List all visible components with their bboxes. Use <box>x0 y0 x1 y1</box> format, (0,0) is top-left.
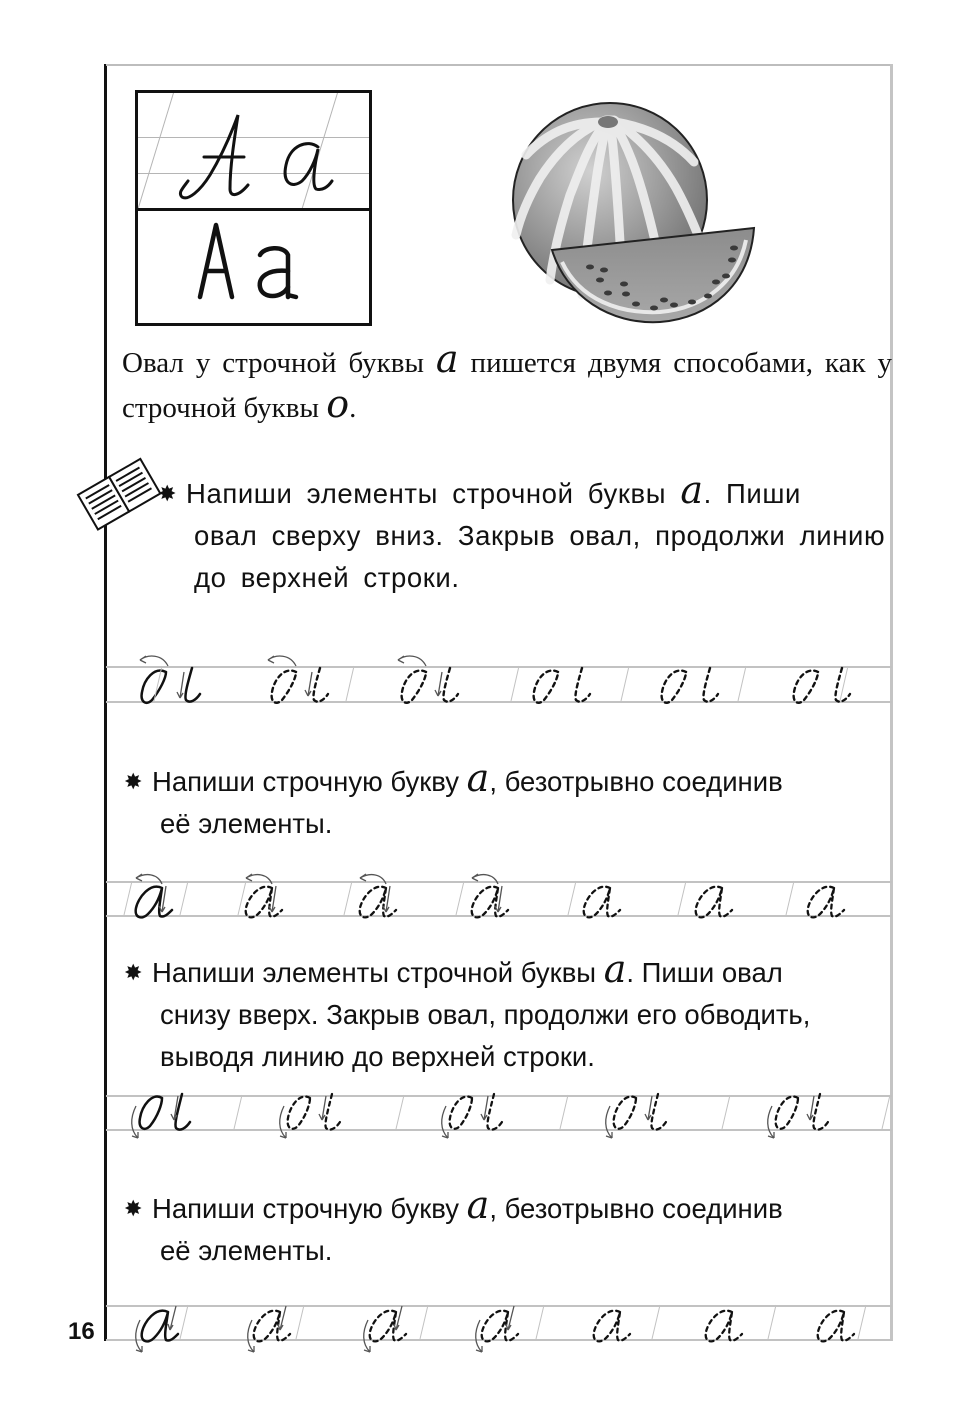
trace-letter-a-row-4 <box>106 1290 892 1365</box>
task-1-instruction <box>158 468 888 599</box>
print-letters-aa <box>138 211 369 323</box>
task-text: её элементы. <box>160 1235 333 1266</box>
writing-row-2 <box>106 862 892 932</box>
script-letter-panel <box>138 93 369 211</box>
task-text: овал сверху вниз. Закрыв овал, продолжи линию до верхней строки. <box>194 520 886 593</box>
intro-text: пишется двумя способами, как у строчной буквы <box>122 347 893 424</box>
task-text: снизу вверх. Закрыв овал, продолжи его обводить, выводя линию до верхней строки. <box>160 999 811 1072</box>
task-text: Напиши элементы строчной буквы <box>152 957 604 988</box>
trace-elements-row-1 <box>106 640 892 730</box>
task-text: , безотрывно соединив <box>489 766 783 797</box>
task-4-instruction <box>124 1183 890 1272</box>
task-text: . Пиши <box>703 478 802 509</box>
task-text: . Пиши овал <box>626 957 783 988</box>
trace-elements-row-3 <box>106 1082 892 1152</box>
intro-text: . <box>349 392 357 424</box>
writing-row-1 <box>106 640 892 730</box>
cursive-letter-a: a <box>435 337 459 381</box>
star-bullet-icon: ✸ <box>124 960 143 985</box>
page-top-rule <box>106 64 892 66</box>
task-text: , безотрывно соединив <box>489 1193 783 1224</box>
intro-text: Овал у строчной буквы <box>122 347 436 379</box>
task-text: Напиши элементы строчной буквы <box>186 478 681 509</box>
cursive-letter-a: a <box>466 756 490 800</box>
book-icon <box>74 452 164 532</box>
cursive-letter-o: o <box>326 382 350 426</box>
intro-paragraph <box>122 337 893 430</box>
cursive-letter-a: a <box>680 468 704 512</box>
task-3-instruction <box>124 947 890 1078</box>
script-letters-aa <box>138 93 369 211</box>
watermelon-icon <box>510 100 760 330</box>
page-number: 16 <box>68 1318 95 1345</box>
cursive-letter-a: a <box>603 947 627 991</box>
task-text: Напиши строчную букву <box>152 766 467 797</box>
cursive-letter-a: a <box>466 1183 490 1227</box>
letter-card <box>135 90 372 326</box>
star-bullet-icon: ✸ <box>124 1196 143 1221</box>
star-bullet-icon: ✸ <box>124 769 143 794</box>
star-bullet-icon: ✸ <box>158 481 178 506</box>
task-2-instruction <box>124 756 890 845</box>
writing-row-3 <box>106 1082 892 1152</box>
task-text: Напиши строчную букву <box>152 1193 467 1224</box>
writing-row-4 <box>106 1290 892 1365</box>
trace-letter-a-row-2 <box>106 862 892 932</box>
task-text: её элементы. <box>160 808 333 839</box>
